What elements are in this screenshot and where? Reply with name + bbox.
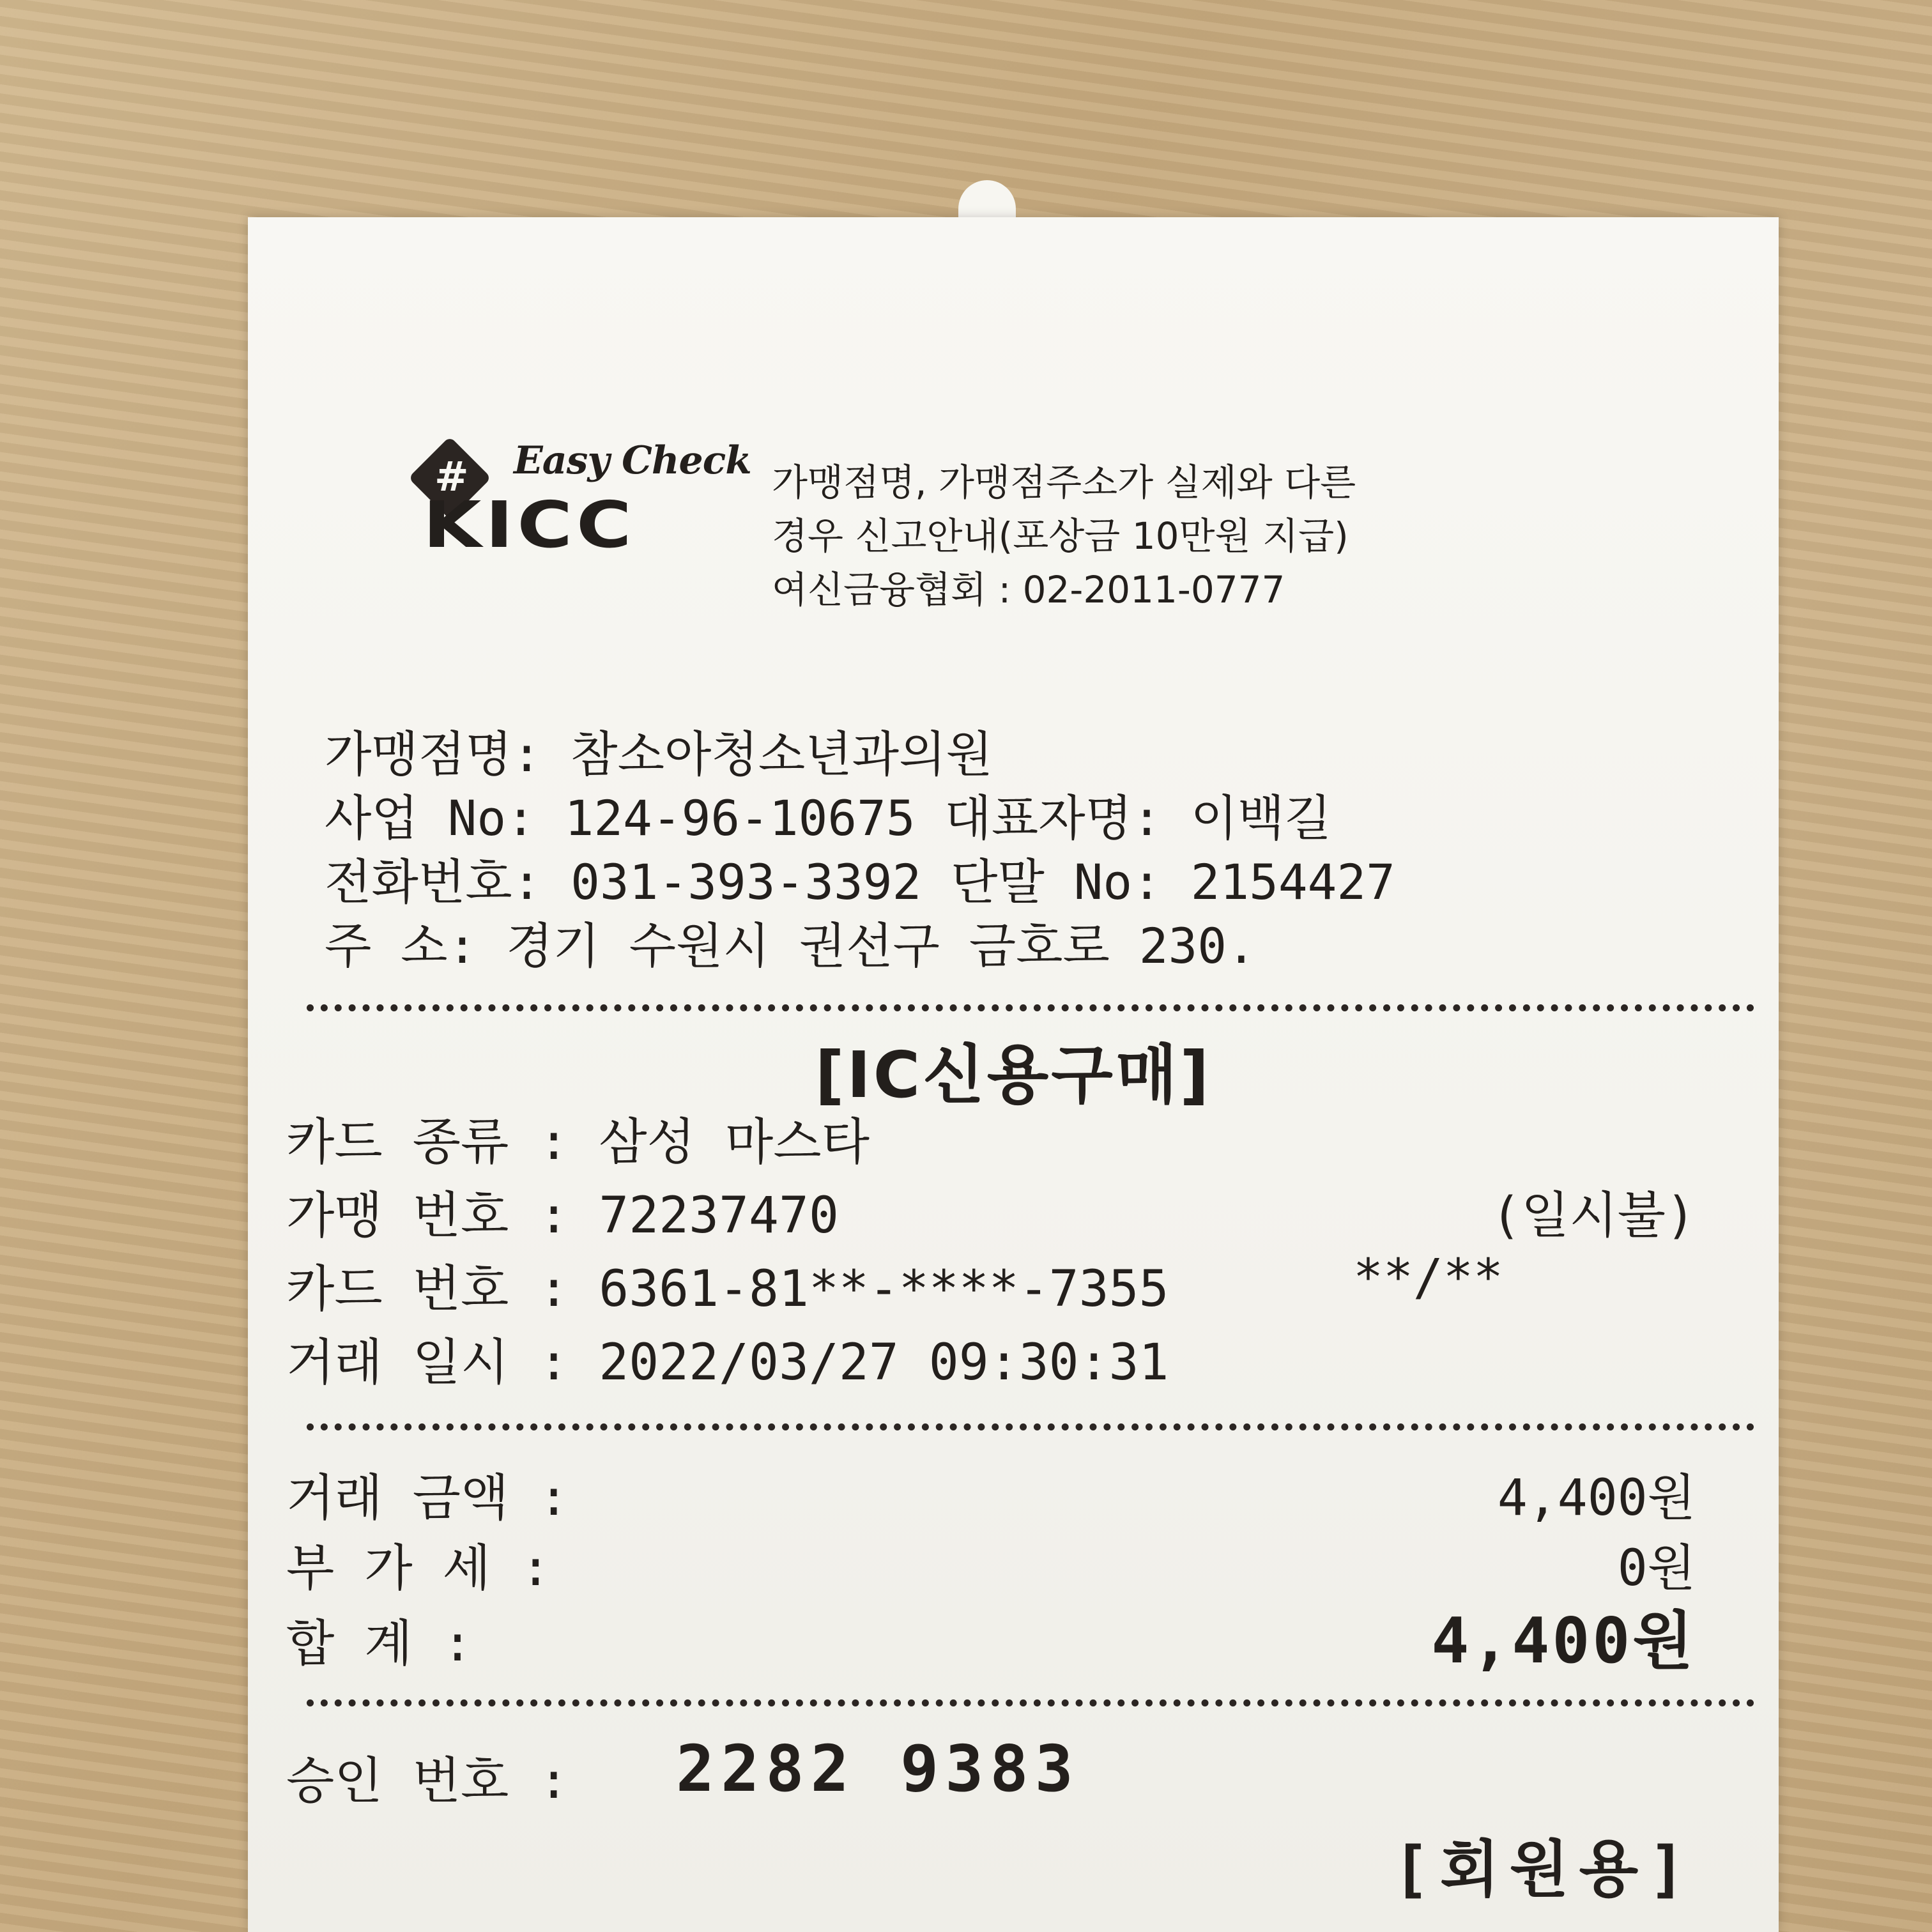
card-expiry: **/** bbox=[1353, 1249, 1503, 1307]
logo-easy-check: Easy Check bbox=[514, 438, 751, 483]
receipt bbox=[248, 217, 1779, 1932]
datetime-row: 거래 일시 : 2022/03/27 09:30:31 bbox=[286, 1334, 1169, 1392]
merchant-no-row: 가맹 번호 : 72237470 bbox=[286, 1187, 839, 1245]
notice-line-1: 가맹점명, 가맹점주소가 실제와 다른 bbox=[772, 461, 1356, 504]
copy-label: [회원용] bbox=[1393, 1834, 1696, 1905]
amount-value: 4,400원 bbox=[1497, 1469, 1696, 1527]
card-no-row: 카드 번호 : 6361-81**-****-7355 bbox=[286, 1261, 1169, 1318]
phone-row: 전화번호: 031-393-3392 단말 No: 2154427 bbox=[325, 854, 1395, 910]
card-type-row: 카드 종류 : 삼성 마스타 bbox=[286, 1114, 870, 1171]
notice-line-2: 경우 신고안내(포상금 10만원 지급) bbox=[772, 514, 1349, 558]
business-no-row: 사업 No: 124-96-10675 대표자명: 이백길 bbox=[325, 790, 1331, 847]
total-label: 합 계 : bbox=[286, 1615, 473, 1673]
vat-label: 부 가 세 : bbox=[286, 1540, 551, 1597]
total-value: 4,400원 bbox=[1431, 1605, 1696, 1678]
address-row: 주 소: 경기 수원시 권선구 금호로 230. bbox=[325, 917, 1256, 974]
vat-value: 0원 bbox=[1617, 1540, 1696, 1597]
logo-kicc: KICC bbox=[423, 487, 636, 562]
logo-hash-symbol: # bbox=[434, 454, 469, 501]
transaction-title: [IC신용구매] bbox=[815, 1038, 1212, 1112]
separator-1 bbox=[307, 1004, 1754, 1011]
approval-label: 승인 번호 : bbox=[286, 1752, 569, 1810]
payment-type: (일시불) bbox=[1491, 1187, 1696, 1245]
amount-label: 거래 금액 : bbox=[286, 1469, 569, 1527]
separator-2 bbox=[307, 1423, 1754, 1430]
approval-number: 2282 9383 bbox=[676, 1731, 1080, 1806]
merchant-name-row: 가맹점명: 참소아청소년과의원 bbox=[325, 726, 993, 783]
notice-line-3: 여신금융협회 : 02-2011-0777 bbox=[772, 568, 1285, 611]
separator-3 bbox=[307, 1699, 1754, 1706]
